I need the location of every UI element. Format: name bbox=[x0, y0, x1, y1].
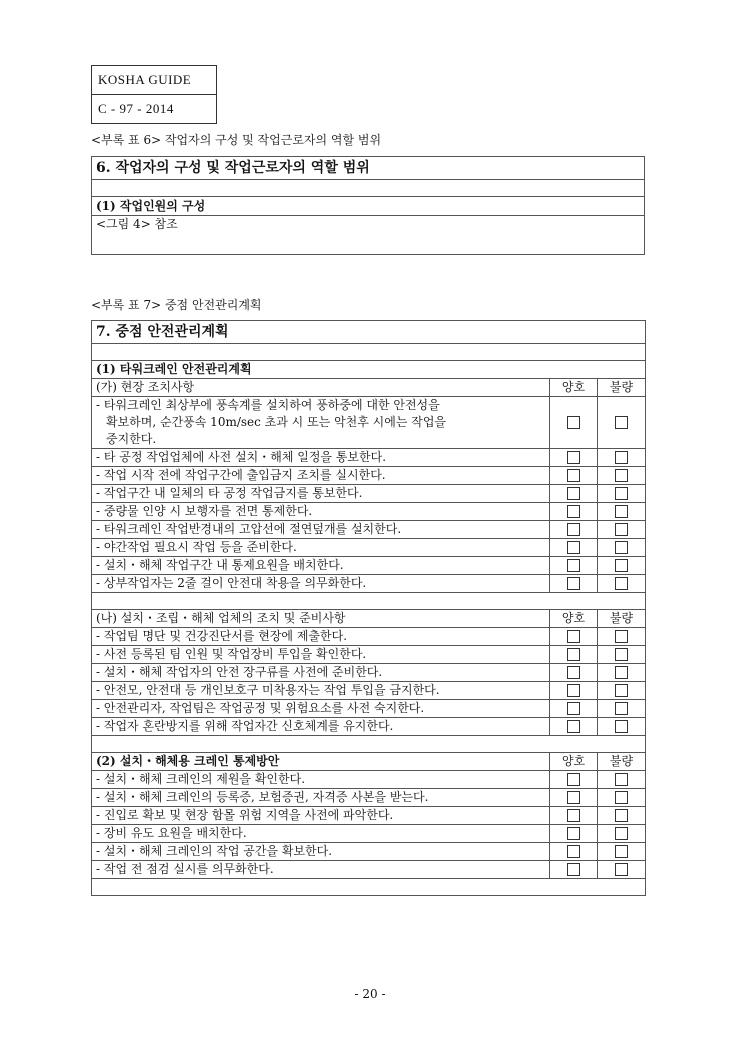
bad-cell bbox=[598, 843, 646, 861]
subheader-row bbox=[92, 753, 646, 771]
checkbox[interactable] bbox=[567, 791, 580, 804]
good-cell bbox=[550, 664, 598, 682]
table-row bbox=[92, 700, 646, 718]
checkbox[interactable] bbox=[567, 469, 580, 482]
bad-cell bbox=[598, 503, 646, 521]
table-row bbox=[92, 807, 646, 825]
check-item-text: - 설치・해체 작업자의 안전 장구류를 사전에 준비한다. bbox=[92, 664, 550, 682]
bad-cell bbox=[598, 664, 646, 682]
check-item-text: - 야간작업 필요시 작업 등을 준비한다. bbox=[92, 539, 550, 557]
good-cell bbox=[550, 771, 598, 789]
bad-cell bbox=[598, 557, 646, 575]
table-row bbox=[92, 521, 646, 539]
checkbox[interactable] bbox=[567, 451, 580, 464]
good-cell bbox=[550, 485, 598, 503]
checkbox[interactable] bbox=[567, 416, 580, 429]
table6-ref: <그림 4> 참조 bbox=[92, 216, 645, 255]
table-row bbox=[92, 682, 646, 700]
checkbox[interactable] bbox=[567, 559, 580, 572]
bad-cell bbox=[598, 861, 646, 879]
table-row bbox=[92, 539, 646, 557]
checkbox[interactable] bbox=[567, 487, 580, 500]
check-item-text: - 안전관리자, 작업팀은 작업공정 및 위험요소를 사전 숙지한다. bbox=[92, 700, 550, 718]
check-item-text: - 사전 등록된 팀 인원 및 작업장비 투입을 확인한다. bbox=[92, 646, 550, 664]
check-item-text: - 설치・해체 작업구간 내 통제요원을 배치한다. bbox=[92, 557, 550, 575]
table7-heading: 7. 중점 안전관리계획 bbox=[92, 321, 646, 344]
checkbox[interactable] bbox=[567, 648, 580, 661]
check-item-text: - 안전모, 안전대 등 개인보호구 미착용자는 작업 투입을 금지한다. bbox=[92, 682, 550, 700]
checkbox[interactable] bbox=[615, 416, 628, 429]
check-item-text: - 설치・해체 크레인의 제원을 확인한다. bbox=[92, 771, 550, 789]
bad-cell bbox=[598, 521, 646, 539]
checkbox[interactable] bbox=[615, 648, 628, 661]
bad-cell bbox=[598, 718, 646, 736]
checkbox[interactable] bbox=[567, 845, 580, 858]
good-cell bbox=[550, 700, 598, 718]
bad-cell bbox=[598, 700, 646, 718]
checkbox[interactable] bbox=[567, 863, 580, 876]
checkbox[interactable] bbox=[615, 487, 628, 500]
table-row bbox=[92, 861, 646, 879]
checkbox[interactable] bbox=[615, 791, 628, 804]
table7-caption: <부록 표 7> 중점 안전관리계획 bbox=[91, 298, 262, 312]
heading-row bbox=[92, 321, 646, 344]
table-row bbox=[92, 449, 646, 467]
checkbox[interactable] bbox=[567, 773, 580, 786]
checkbox[interactable] bbox=[615, 469, 628, 482]
good-header: 양호 bbox=[550, 379, 598, 397]
good-cell bbox=[550, 825, 598, 843]
checkbox[interactable] bbox=[567, 541, 580, 554]
bad-cell bbox=[598, 771, 646, 789]
bad-header: 불량 bbox=[598, 610, 646, 628]
good-header: 양호 bbox=[550, 753, 598, 771]
checkbox[interactable] bbox=[615, 702, 628, 715]
bad-cell bbox=[598, 789, 646, 807]
empty-cell bbox=[92, 879, 646, 896]
good-cell bbox=[550, 628, 598, 646]
section-row bbox=[92, 361, 646, 379]
checkbox[interactable] bbox=[615, 773, 628, 786]
good-cell bbox=[550, 449, 598, 467]
checkbox[interactable] bbox=[615, 523, 628, 536]
good-cell bbox=[550, 843, 598, 861]
table6-caption: <부록 표 6> 작업자의 구성 및 작업근로자의 역할 범위 bbox=[91, 133, 382, 147]
checkbox[interactable] bbox=[615, 630, 628, 643]
check-item-text: - 작업구간 내 일체의 타 공정 작업금지를 통보한다. bbox=[92, 485, 550, 503]
good-cell bbox=[550, 503, 598, 521]
table6-section: (1) 작업인원의 구성 bbox=[92, 197, 645, 216]
checkbox[interactable] bbox=[567, 684, 580, 697]
checkbox[interactable] bbox=[615, 541, 628, 554]
good-cell bbox=[550, 397, 598, 449]
table-row bbox=[92, 485, 646, 503]
check-item-text: - 작업자 혼란방지를 위해 작업자간 신호체계를 유지한다. bbox=[92, 718, 550, 736]
bad-header: 불량 bbox=[598, 379, 646, 397]
bad-cell bbox=[598, 682, 646, 700]
checkbox[interactable] bbox=[567, 827, 580, 840]
check-item-text: - 장비 유도 요원을 배치한다. bbox=[92, 825, 550, 843]
bad-cell bbox=[598, 825, 646, 843]
checkbox[interactable] bbox=[615, 809, 628, 822]
check-item-text: - 설치・해체 크레인의 작업 공간을 확보한다. bbox=[92, 843, 550, 861]
empty-row bbox=[92, 180, 645, 197]
checkbox[interactable] bbox=[567, 720, 580, 733]
bad-cell bbox=[598, 467, 646, 485]
checkbox[interactable] bbox=[615, 559, 628, 572]
page-number: - 20 - bbox=[354, 987, 386, 1001]
table6 bbox=[91, 156, 645, 255]
item-line: 중지한다. bbox=[106, 432, 157, 446]
table-row bbox=[92, 718, 646, 736]
checkbox[interactable] bbox=[567, 702, 580, 715]
subheader-row bbox=[92, 610, 646, 628]
check-item-text: - 설치・해체 크레인의 등록증, 보험증권, 자격증 사본을 받는다. bbox=[92, 789, 550, 807]
check-item-text: - 작업 전 점검 실시를 의무화한다. bbox=[92, 861, 550, 879]
checkbox[interactable] bbox=[615, 863, 628, 876]
bad-cell bbox=[598, 539, 646, 557]
checkbox[interactable] bbox=[615, 720, 628, 733]
good-cell bbox=[550, 861, 598, 879]
checkbox[interactable] bbox=[615, 845, 628, 858]
check-item-text: - 작업팀 명단 및 건강진단서를 현장에 제출한다. bbox=[92, 628, 550, 646]
check-item-text: - 상부작업자는 2줄 걸이 안전대 착용을 의무화한다. bbox=[92, 575, 550, 593]
good-cell bbox=[550, 575, 598, 593]
check-item-text: - 타 공정 작업업체에 사전 설치・해체 일정을 통보한다. bbox=[92, 449, 550, 467]
checkbox[interactable] bbox=[615, 827, 628, 840]
checkbox[interactable] bbox=[567, 630, 580, 643]
subheader-row bbox=[92, 379, 646, 397]
good-cell bbox=[550, 539, 598, 557]
table-row bbox=[92, 843, 646, 861]
checkbox[interactable] bbox=[615, 684, 628, 697]
good-cell bbox=[550, 807, 598, 825]
bad-cell bbox=[598, 628, 646, 646]
check-item-text: - 중량물 인양 시 보행자를 전면 통제한다. bbox=[92, 503, 550, 521]
check-item-text bbox=[92, 397, 550, 449]
table-row bbox=[92, 789, 646, 807]
item-line: - 타워크레인 최상부에 풍속계를 설치하여 풍하중에 대한 안전성을 bbox=[96, 398, 440, 412]
bad-cell bbox=[598, 485, 646, 503]
table-row bbox=[92, 646, 646, 664]
good-cell bbox=[550, 557, 598, 575]
table-row bbox=[92, 503, 646, 521]
checkbox[interactable] bbox=[567, 523, 580, 536]
checkbox[interactable] bbox=[615, 451, 628, 464]
checkbox[interactable] bbox=[567, 577, 580, 590]
checkbox[interactable] bbox=[567, 666, 580, 679]
empty-cell bbox=[92, 593, 646, 610]
good-cell bbox=[550, 789, 598, 807]
empty-row bbox=[92, 593, 646, 610]
kosha-guide-box bbox=[91, 65, 217, 124]
sec2-title: (2) 설치・해체용 크레인 통제방안 bbox=[92, 753, 550, 771]
subB-title: (나) 설치・조립・해체 업체의 조치 및 준비사항 bbox=[92, 610, 550, 628]
table7 bbox=[91, 320, 646, 896]
good-cell bbox=[550, 467, 598, 485]
subA-title: (가) 현장 조치사항 bbox=[92, 379, 550, 397]
bad-cell bbox=[598, 449, 646, 467]
check-item-text: - 작업 시작 전에 작업구간에 출입금지 조치를 실시한다. bbox=[92, 467, 550, 485]
empty-cell bbox=[92, 344, 646, 361]
table-row bbox=[92, 628, 646, 646]
guide-title: KOSHA GUIDE bbox=[92, 66, 217, 95]
bad-cell bbox=[598, 397, 646, 449]
checkbox[interactable] bbox=[615, 505, 628, 518]
empty-row bbox=[92, 736, 646, 753]
table6-heading: 6. 작업자의 구성 및 작업근로자의 역할 범위 bbox=[92, 157, 645, 180]
good-cell bbox=[550, 718, 598, 736]
table-row bbox=[92, 467, 646, 485]
table-row bbox=[92, 664, 646, 682]
empty-cell bbox=[92, 736, 646, 753]
guide-code: C - 97 - 2014 bbox=[92, 95, 217, 124]
checkbox[interactable] bbox=[567, 809, 580, 822]
good-cell bbox=[550, 646, 598, 664]
check-item-text: - 타워크레인 작업반경내의 고압선에 절연덮개를 설치한다. bbox=[92, 521, 550, 539]
table-row bbox=[92, 397, 646, 449]
table-row bbox=[92, 771, 646, 789]
good-cell bbox=[550, 682, 598, 700]
empty-row bbox=[92, 344, 646, 361]
table-row bbox=[92, 557, 646, 575]
empty-row bbox=[92, 879, 646, 896]
table-row bbox=[92, 825, 646, 843]
sec1-title: (1) 타워크레인 안전관리계획 bbox=[92, 361, 646, 379]
check-item-text: - 진입로 확보 및 현장 함몰 위험 지역을 사전에 파악한다. bbox=[92, 807, 550, 825]
checkbox[interactable] bbox=[615, 577, 628, 590]
good-cell bbox=[550, 521, 598, 539]
bad-cell bbox=[598, 575, 646, 593]
bad-header: 불량 bbox=[598, 753, 646, 771]
item-line: 확보하며, 순간풍속 10m/sec 초과 시 또는 악천후 시에는 작업을 bbox=[106, 415, 447, 429]
checkbox[interactable] bbox=[615, 666, 628, 679]
bad-cell bbox=[598, 807, 646, 825]
table-row bbox=[92, 575, 646, 593]
bad-cell bbox=[598, 646, 646, 664]
good-header: 양호 bbox=[550, 610, 598, 628]
checkbox[interactable] bbox=[567, 505, 580, 518]
